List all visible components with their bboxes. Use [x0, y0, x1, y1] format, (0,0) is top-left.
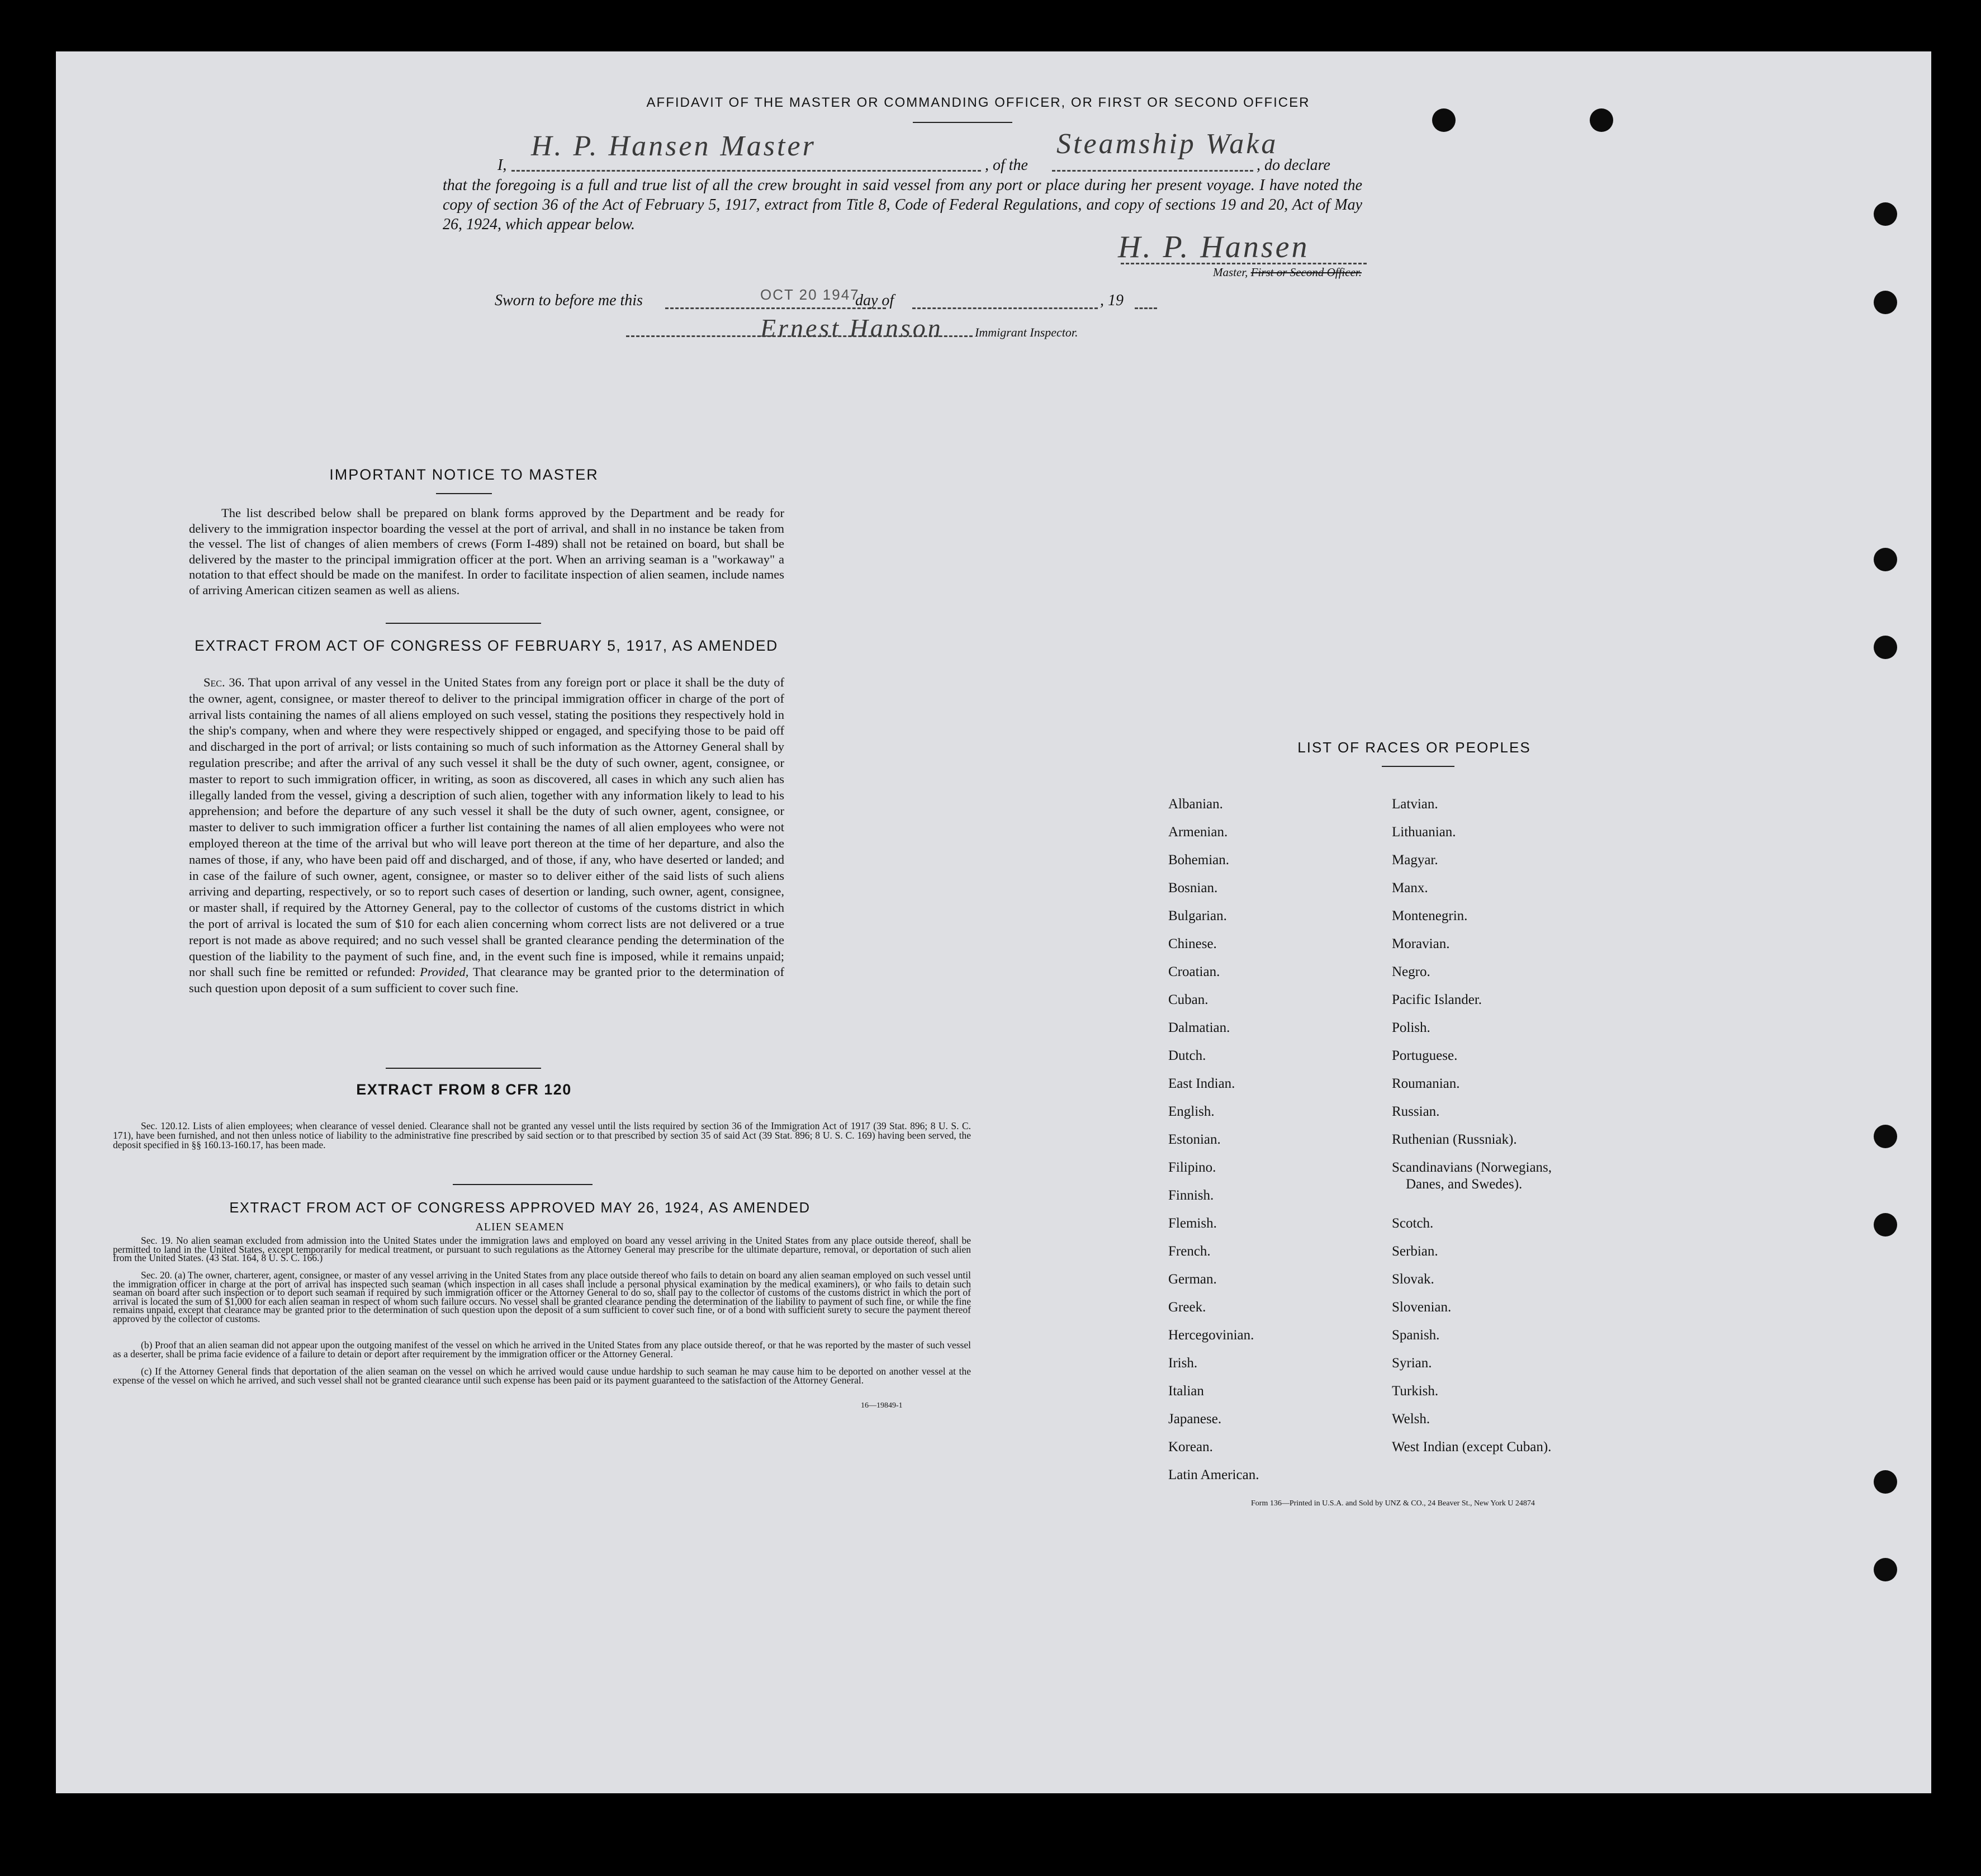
race-item: Greek.	[1168, 1300, 1206, 1315]
extract-1917-title: EXTRACT FROM ACT OF CONGRESS OF FEBRUARY 5, 1917, AS AMENDED	[195, 637, 778, 654]
race-item: Armenian.	[1168, 825, 1228, 840]
affidavit-title: AFFIDAVIT OF THE MASTER OR COMMANDING OFFICER, OR FIRST OR SECOND OFFICER	[646, 95, 1310, 110]
extract-cfr-title: EXTRACT FROM 8 CFR 120	[356, 1081, 572, 1098]
caption-struck-officer: First or Second Officer.	[1250, 266, 1362, 279]
race-item: Lithuanian.	[1392, 825, 1456, 840]
race-item: East Indian.	[1168, 1076, 1235, 1091]
race-item: Serbian.	[1392, 1244, 1438, 1259]
punch-hole	[1432, 108, 1456, 132]
punch-hole	[1590, 108, 1613, 132]
race-item: Bohemian.	[1168, 852, 1230, 868]
race-item: Spanish.	[1392, 1328, 1440, 1343]
races-title-rule	[1382, 766, 1454, 767]
race-item: Albanian.	[1168, 797, 1223, 812]
punch-hole	[1874, 1125, 1897, 1148]
punch-hole	[1874, 291, 1897, 314]
extract-cfr-text: Sec. 120.12. Lists of alien employees; when clearance of vessel denied. Clearance shall not be granted any vessel until the lists required by section 36 of the Immigration Act of 1917 (39 Stat. 896; 8 U. S. C. 171), have been furnished, and not then unless notice of liability to the administrative fine prescribed by said section or to that prescribed by section 35 of said Act (39 Stat. 896; 8 U. S. C. 169) having been served, the deposit specified in §§ 160.13-160.17, has been made.	[113, 1120, 971, 1150]
race-item: Hercegovinian.	[1168, 1328, 1254, 1343]
race-item: Filipino.	[1168, 1160, 1216, 1175]
punch-hole	[1874, 1558, 1897, 1581]
race-item: Japanese.	[1168, 1411, 1222, 1427]
sworn-day-line	[665, 307, 886, 309]
punch-hole	[1874, 202, 1897, 226]
section-divider-3	[453, 1184, 593, 1185]
inspector-line	[626, 335, 973, 337]
race-item: Bosnian.	[1168, 880, 1218, 896]
handwritten-master-name: H. P. Hansen Master	[531, 130, 816, 162]
affidavit-declare: , do declare	[1257, 157, 1330, 174]
race-item: English.	[1168, 1104, 1215, 1119]
race-item: West Indian (except Cuban).	[1392, 1439, 1552, 1455]
race-item: Latvian.	[1392, 797, 1438, 812]
inspector-caption: Immigrant Inspector.	[975, 325, 1078, 339]
race-item: Dalmatian.	[1168, 1020, 1230, 1035]
punch-hole	[1874, 1213, 1897, 1237]
sec-20c-text: (c) If the Attorney General finds that deportation of the alien seaman on the vessel on which he arrived would cause undue hardship to such seaman he may cause him to be deported on another vessel at the expense of the vessel on which he arrived, and such vessel shall not be granted clearance until such expense has been paid or its payment guaranteed to the satisfaction of the Attorney General.	[113, 1366, 971, 1386]
affidavit-of-the: , of the	[985, 157, 1028, 174]
provided-word: Provided,	[420, 965, 469, 979]
sec-36-text: That upon arrival of any vessel in the United States from any foreign port or place it shall be the duty of the owner, agent, consignee, or master thereof to deliver to the principal immigration officer in charge of the port of arrival lists containing the names of all aliens employed on such vessel, stating the positions they respectively hold in the ship's company, when and where they were respectively shipped or engaged, and specifying those to be paid off and discharged in the port of arrival; or lists containing so much of such information as the Attorney General shall by regulation prescribe; and after the arrival of any such vessel it shall be the duty of such owner, agent, consignee, or master to report to such immigration officer, in writing, as soon as discovered, all cases in which any such alien has illegally landed from the vessel, giving a description of such alien, together with any information likely to lead to his apprehension; and before the departure of any such vessel it shall be the duty of such owner, agent, consignee, or master to deliver to such immigration officer a further list containing the names of all alien employees who were not employed thereon at the time of the arrival but who will leave port thereon at the time of her departure, and also the names of those, if any, who have been paid off and discharged, and of those, if any, who have deserted or landed; and in case of the failure of such owner, agent, consignee, or master so to deliver either of the said lists of such aliens arriving and departing, respectively, or so to report such cases of desertion or landing, such owner, agent, consignee, or master shall, if required by the Attorney General, pay to the collector of customs of the customs district in which the port of arrival is located the sum of $10 for each alien concerning whom correct lists are not delivered or a true report is not made as above required; and no such vessel shall be granted clearance pending the determination of the question of the liability to the payment of such fine, and, in the event such fine is imposed, while it remains unpaid; nor shall such fine be remitted or refunded:	[189, 675, 784, 979]
race-item: French.	[1168, 1244, 1211, 1259]
notice-title: IMPORTANT NOTICE TO MASTER	[329, 466, 599, 483]
document-page	[56, 51, 1931, 1793]
race-item: Syrian.	[1392, 1356, 1432, 1371]
race-item: Welsh.	[1392, 1411, 1430, 1427]
title-underline	[913, 122, 1012, 123]
extract-1917-text	[189, 675, 784, 997]
race-item: Irish.	[1168, 1356, 1198, 1371]
punch-hole	[1874, 548, 1897, 571]
extract-1924-subtitle: ALIEN SEAMEN	[475, 1221, 565, 1233]
race-item: Scandinavians (Norwegians,	[1392, 1160, 1552, 1175]
race-item: Estonian.	[1168, 1132, 1221, 1147]
race-item: Bulgarian.	[1168, 908, 1227, 923]
sec-20a-text: Sec. 20. (a) The owner, charterer, agent, consignee, or master of any vessel arriving in the United States from any place outside thereof who fails to detain on board any alien seaman employed on such vessel until the immigration officer in charge at the port of arrival has inspected such seaman (which inspection in all cases shall include a personal physical examination by the medical examiners), or who fails to detain such seaman on board after such inspection or to deport such seaman if required by such immigration officer or the Attorney General to do so, shall pay to the collector of customs of the customs district in which the port of arrival is located the sum of $1,000 for each alien seaman in respect of whom such failure occurs. No vessel shall be granted clearance pending the determination of the liability to payment of such fine, or while the fine remains unpaid, except that clearance may be granted prior to the determination of such question upon the deposit of a sum sufficient to cover such fine, or of a bond with sufficient surety to secure the payment thereof approved by the collector of customs.	[113, 1269, 971, 1324]
extract-1924-title: EXTRACT FROM ACT OF CONGRESS APPROVED MAY 26, 1924, AS AMENDED	[229, 1200, 811, 1216]
sworn-text: Sworn to before me this	[495, 292, 643, 309]
race-item: Magyar.	[1392, 852, 1438, 868]
sec-19-text: Sec. 19. No alien seaman excluded from admission into the United States under the immigration laws and employed on board any vessel arriving in the United States from any place outside thereof, shall be permitted to land in the United States, except temporarily for medical treatment, or pursuant to such regulations as the Attorney General may prescribe for the ultimate departure, removal, or deportation of such alien from the United States. (43 Stat. 164, 8 U. S. C. 166.)	[113, 1235, 971, 1263]
race-item: Turkish.	[1392, 1384, 1439, 1399]
name-line	[511, 170, 981, 172]
notice-text: The list described below shall be prepared on blank forms approved by the Department and be ready for delivery to the immigration inspector boarding the vessel at the port of arrival, and shall in no instance be taken from the vessel. The list of changes of alien members of crews (Form I-489) shall not be retained on board, but shall be delivered by the master to the principal immigration officer at the port. When an arriving seaman is a "workaway" a notation to that effect should be made on the manifest. In order to facilitate inspection of alien seamen, include names of arriving American citizen seamen as well as aliens.	[189, 506, 784, 597]
race-item: Negro.	[1392, 964, 1430, 979]
signature-caption	[1213, 266, 1362, 279]
sec-36-label: Sec. 36.	[203, 675, 245, 689]
section-divider-1	[386, 623, 541, 624]
caption-master: Master,	[1213, 266, 1251, 279]
race-item: German.	[1168, 1272, 1217, 1287]
affidavit-body: that the foregoing is a full and true list of all the crew brought in said vessel from any port or place during her present voyage. I have noted the copy of section 36 of the Act of February 5, 1917, extract from Title 8, Code of Federal Regulations, and copy of sections 19 and 20, Act of May 26, 1924, which appear below.	[443, 177, 1362, 233]
race-item: Cuban.	[1168, 992, 1208, 1007]
race-item: Chinese.	[1168, 936, 1217, 951]
affidavit-i: I,	[497, 157, 507, 174]
handwritten-vessel-name: Steamship Waka	[1056, 128, 1278, 160]
day-of-text: day of	[855, 292, 894, 309]
race-item: Polish.	[1392, 1020, 1430, 1035]
race-item: Flemish.	[1168, 1216, 1217, 1231]
vessel-line	[1052, 170, 1253, 172]
race-item: Dutch.	[1168, 1048, 1206, 1063]
race-item: Montenegrin.	[1392, 908, 1468, 923]
race-item: Finnish.	[1168, 1188, 1214, 1203]
year-prefix: , 19	[1100, 292, 1124, 309]
race-item: Russian.	[1392, 1104, 1440, 1119]
date-stamp: OCT 20 1947	[760, 286, 860, 303]
punch-hole	[1874, 1470, 1897, 1494]
race-item: Slovenian.	[1392, 1300, 1452, 1315]
year-line	[1135, 307, 1157, 309]
race-item: Slovak.	[1392, 1272, 1434, 1287]
race-item: Italian	[1168, 1384, 1204, 1399]
section-divider-2	[386, 1068, 541, 1069]
race-item: Latin American.	[1168, 1467, 1259, 1482]
form-printer-note: Form 136—Printed in U.S.A. and Sold by UNZ & CO., 24 Beaver St., New York U 24874	[1251, 1499, 1535, 1508]
inspector-signature: Ernest Hanson	[760, 314, 943, 342]
race-item: Roumanian.	[1392, 1076, 1460, 1091]
race-item: Danes, and Swedes).	[1406, 1177, 1523, 1192]
race-item: Korean.	[1168, 1439, 1213, 1455]
race-item: Moravian.	[1392, 936, 1450, 951]
notice-title-rule	[436, 493, 492, 494]
sworn-month-line	[912, 307, 1098, 309]
race-item: Manx.	[1392, 880, 1428, 896]
form-code: 16—19849-1	[861, 1401, 903, 1410]
signature-line	[1121, 263, 1367, 264]
sec-36-text-end: That clearance may be granted prior to the determination of such question upon deposit of a sum sufficient to cover such fine.	[189, 965, 785, 996]
punch-hole	[1874, 636, 1897, 659]
races-title: LIST OF RACES OR PEOPLES	[1297, 739, 1531, 756]
master-signature: H. P. Hansen	[1118, 230, 1310, 264]
race-item: Portuguese.	[1392, 1048, 1458, 1063]
race-item: Croatian.	[1168, 964, 1220, 979]
sec-20b-text: (b) Proof that an alien seaman did not appear upon the outgoing manifest of the vessel on which he arrived in the United States from any place outside thereof, or that he was reported by the master of such vessel as a deserter, shall be prima facie evidence of a failure to detain or deport after requirement by the immigration officer or the Attorney General.	[113, 1339, 971, 1359]
race-item: Pacific Islander.	[1392, 992, 1482, 1007]
race-item: Ruthenian (Russniak).	[1392, 1132, 1517, 1147]
race-item: Scotch.	[1392, 1216, 1434, 1231]
